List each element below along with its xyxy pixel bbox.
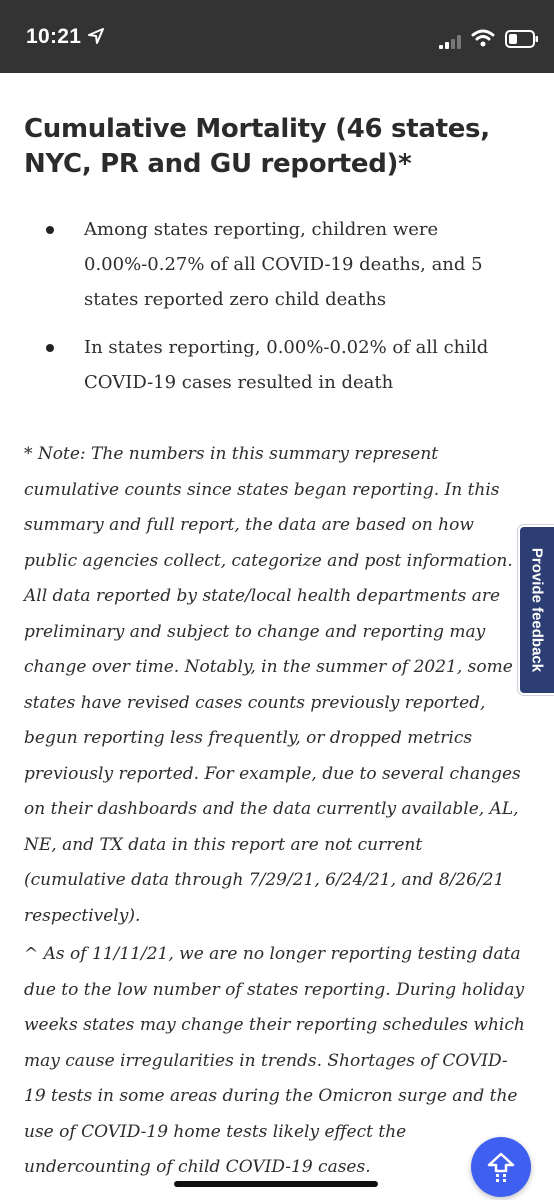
provide-feedback-button[interactable] — [518, 525, 554, 695]
wifi-icon — [471, 29, 495, 51]
location-arrow-icon — [88, 28, 104, 48]
provide-feedback-label: Provide feedback — [528, 547, 546, 673]
summary-bullet-case-fatality: In states reporting, 0.00%-0.02% of all child COVID-19 cases resulted in death — [84, 330, 524, 400]
section-heading: Cumulative Mortality (46 states, NYC, PR and GU reported)* — [24, 114, 490, 179]
summary-bullet-deaths: Among states reporting, children were 0.00%-0.27% of all COVID-19 deaths, and 5 states reported zero child deaths — [84, 212, 524, 317]
home-indicator — [174, 1181, 378, 1187]
arrow-up-icon — [486, 1151, 516, 1183]
battery-icon — [505, 30, 539, 52]
article-content — [24, 112, 528, 1177]
cellular-signal-icon — [439, 34, 465, 53]
testing-note-paragraph: ^ As of 11/11/21, we are no longer reporting testing data due to the low number of states reporting. During holiday weeks states may change their reporting schedules which may cause irregularities in trends. Shortages of COVID-19 tests in some areas during the Omicron surge and the use of COVID-19 home tests likely effect the undercounting of child COVID-19 cases. — [24, 944, 525, 1177]
status-time: 10:21 — [26, 25, 82, 48]
status-bar — [0, 0, 554, 73]
scroll-to-top-button[interactable] — [471, 1137, 531, 1197]
note-paragraph: * Note: The numbers in this summary represent cumulative counts since states began reporting. In this summary and full report, the data are based on how public agencies collect, categorize and post information. All data reported by state/local health departments are preliminary and subject to change and reporting may change over time. Notably, in the summer of 2021, some states have revised cases counts previously reported, begun reporting less frequently, or dropped metrics previously reported. For example, due to several changes on their dashboards and the data currently available, AL, NE, and TX data in this report are not current (cumulative data through 7/29/21, 6/24/21, and 8/26/21 respectively). — [24, 444, 521, 926]
